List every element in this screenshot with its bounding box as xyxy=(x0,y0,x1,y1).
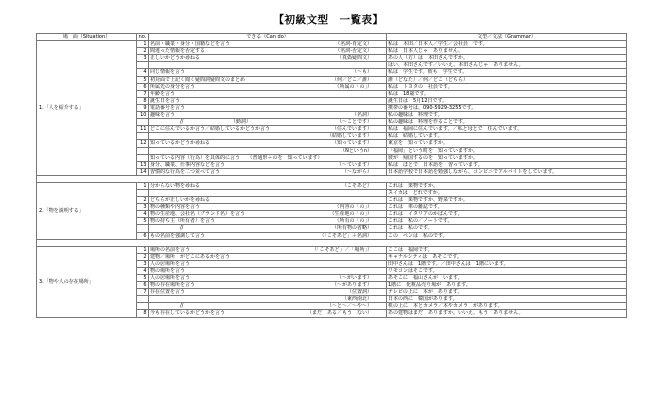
no-cell: 3 xyxy=(137,55,149,62)
no-cell: 3 xyxy=(137,260,149,267)
no-cell: 2 xyxy=(137,197,149,204)
grammar-cell: これは 車の雑誌です。 xyxy=(387,204,627,211)
grammar-cell: 東京を 知っていますか。 xyxy=(387,140,627,147)
can-do-note: （～と～／～や～） xyxy=(326,303,372,310)
grammar-cell: 机の上に 本とカメラ／本やカメラ があります。 xyxy=(387,303,627,310)
no-cell: 1 xyxy=(137,246,149,253)
table-header-row xyxy=(37,34,627,41)
can-do-text: 物の存在場所を言う xyxy=(150,282,196,289)
no-cell: 9 xyxy=(137,104,149,111)
can-do-text: 人の居場所を言う xyxy=(150,260,191,267)
no-cell: 8 xyxy=(137,97,149,104)
can-do-text: 所属先の身分を言う xyxy=(150,83,196,90)
no-cell: 6 xyxy=(137,282,149,289)
grammar-cell: 私は 福岡に住んでいます。／私と母とで 住んでいます。 xyxy=(387,126,627,133)
can-do-note: （結婚しています） xyxy=(326,133,372,140)
can-do-text: // （動詞） xyxy=(150,119,251,126)
can-do-cell xyxy=(149,296,387,303)
table-row xyxy=(37,41,627,48)
no-cell xyxy=(137,119,149,126)
can-do-cell xyxy=(149,119,387,126)
grammar-cell: 私は 本田／日本人／学生／会社員 です。 xyxy=(387,41,627,48)
grammar-cell: 誕生日は 5月12日です。 xyxy=(387,97,627,104)
grammar-cell: 私の趣味は 料理です。 xyxy=(387,112,627,119)
can-do-cell xyxy=(149,55,387,62)
can-do-note: （～ながら） xyxy=(341,168,372,175)
can-do-cell xyxy=(149,154,387,161)
can-do-note: （内容の「の」） xyxy=(334,204,372,211)
grammar-table xyxy=(36,33,627,318)
can-do-text: 建物／場所 がどこにあるかを言う xyxy=(150,253,231,260)
no-cell: 4 xyxy=(137,267,149,274)
grammar-cell: 携帯の番号は、090-5929-3255です。 xyxy=(387,104,627,111)
can-do-text: もの名前を強調して言う xyxy=(150,232,206,239)
no-cell: 5 xyxy=(137,76,149,83)
can-do-note: （生産地の「の」） xyxy=(329,211,372,218)
can-do-note: （まだ ある／もう ない） xyxy=(306,310,372,317)
can-do-note: （「こそあど」＋名詞） xyxy=(319,232,372,239)
header-grammar: 文型／文法（Grammar） xyxy=(387,34,627,41)
section-gap-row xyxy=(37,175,627,182)
can-do-note: （～がいます） xyxy=(336,275,372,281)
can-do-cell xyxy=(149,218,387,225)
can-do-note: （こそあど） xyxy=(341,182,372,189)
can-do-cell xyxy=(149,69,387,76)
can-do-text: 場所の名前を言う xyxy=(150,246,191,253)
can-do-note: （Nというn） xyxy=(340,147,372,154)
can-do-text: 身分、職業、仕事内容などを言う xyxy=(150,161,226,168)
no-cell xyxy=(137,62,149,69)
section-gap xyxy=(37,239,627,246)
can-do-cell xyxy=(149,211,387,218)
no-cell: 4 xyxy=(137,69,149,76)
can-do-text: 人の居場所を言う xyxy=(150,275,191,281)
grammar-cell: ここは 福岡です。 xyxy=(387,246,627,253)
section-gap-row xyxy=(37,239,627,246)
can-do-text: 分からない物を尋ねる xyxy=(150,182,201,189)
can-do-note: （～があります） xyxy=(331,282,372,289)
can-do-cell xyxy=(149,41,387,48)
grammar-cell: 日本の西に 韓国があります。 xyxy=(387,296,627,303)
no-cell: 10 xyxy=(137,112,149,119)
grammar-cell: テレビの上に 本が あります。 xyxy=(387,289,627,296)
can-do-text: 電話番号を言う xyxy=(150,104,186,111)
grammar-cell: 彼が 帰国するのを 知っていますか。 xyxy=(387,154,627,161)
no-cell: 5 xyxy=(137,275,149,282)
grammar-cell: 私の趣味は 料理を作ることです。 xyxy=(387,119,627,126)
can-do-cell xyxy=(149,48,387,55)
can-do-cell xyxy=(149,126,387,133)
grammar-cell: あそこに 福山さんが います。 xyxy=(387,275,627,282)
grammar-cell: キャナルシティは あそこです。 xyxy=(387,253,627,260)
grammar-cell: 1階に 化粧品売り場が あります。 xyxy=(387,282,627,289)
no-cell: 8 xyxy=(137,310,149,317)
can-do-text: 同じ情報を言う xyxy=(150,69,186,76)
can-do-cell xyxy=(149,133,387,140)
can-do-cell xyxy=(149,90,387,97)
can-do-text: 誕生日を言う xyxy=(150,97,181,104)
no-cell xyxy=(137,303,149,310)
grammar-cell: これは 私のです。 xyxy=(387,225,627,232)
can-do-note: （所有物の省略） xyxy=(331,225,372,232)
can-do-text: 物の生産地、会社名（ブランド名）を言う xyxy=(150,211,246,218)
grammar-cell: はい、本田さんです／いいえ、本田さんじゃ ありません。 xyxy=(387,62,627,69)
can-do-text: 名前・職業・身分・国籍などを言う xyxy=(150,41,231,48)
can-do-note: （東西南北） xyxy=(341,296,372,303)
no-cell: 11 xyxy=(137,126,149,133)
situation-cell: 3.「物や人の存在場所」 xyxy=(37,246,137,317)
can-do-note: （名詞） xyxy=(351,112,372,119)
grammar-cell: 「福岡」という町を 知っていますか。 xyxy=(387,147,627,154)
no-cell: 4 xyxy=(137,211,149,218)
can-do-text: 物の種類や内容を言う xyxy=(150,204,201,211)
can-do-cell xyxy=(149,147,387,154)
can-do-text: 存在位置を言う xyxy=(150,289,186,296)
header-situation: 場 面（Situation） xyxy=(37,34,137,41)
can-do-text: 知っている内容（行為）を具体的に言う （普通形＋のを 知っています） xyxy=(150,154,323,161)
can-do-cell xyxy=(149,310,387,317)
no-cell xyxy=(137,154,149,161)
can-do-text: 知っているかどうか尋ねる xyxy=(150,140,211,147)
table-body xyxy=(37,41,627,317)
can-do-cell xyxy=(149,275,387,282)
can-do-note: （所属の「の」） xyxy=(334,83,372,90)
can-do-note: （～ことです） xyxy=(336,119,372,126)
grammar-cell: 私は トヨタの 社員です。 xyxy=(387,83,627,90)
page-title: 【初級文型 一覧表】 xyxy=(273,14,384,26)
can-do-cell xyxy=(149,225,387,232)
can-do-cell xyxy=(149,189,387,196)
no-cell: 7 xyxy=(137,289,149,296)
grammar-cell: 私は 学生です。彼も 学生です。 xyxy=(387,69,627,76)
no-cell: 12 xyxy=(137,140,149,147)
no-cell xyxy=(137,296,149,303)
can-do-text: 物の持ち主（所有者）を言う xyxy=(150,218,216,225)
can-do-cell xyxy=(149,104,387,111)
can-do-text: 年齢を言う xyxy=(150,90,176,97)
can-do-cell xyxy=(149,76,387,83)
can-do-text: どこに住んでいるか言う／結婚しているかどうか言う xyxy=(150,126,271,133)
grammar-cell: これは イタリアのかばんです。 xyxy=(387,211,627,218)
table-row xyxy=(37,182,627,189)
can-do-note: （住んでいます） xyxy=(331,126,372,133)
grammar-cell: 日本語学校で日本語を勉強しながら、コンビニでアルバイトをしています。 xyxy=(387,168,627,175)
grammar-cell: 私は 18歳です。 xyxy=(387,90,627,97)
grammar-cell: 誰（どなた）／何／どこ（どちら） xyxy=(387,76,627,83)
no-cell: 2 xyxy=(137,253,149,260)
can-do-note: （～も） xyxy=(351,69,372,76)
can-do-text: 物の場所を言う xyxy=(150,267,186,274)
can-do-cell xyxy=(149,289,387,296)
can-do-note: （名詞-肯定文） xyxy=(335,41,372,48)
can-do-cell xyxy=(149,282,387,289)
section-gap xyxy=(37,175,627,182)
can-do-text: 正しいかどうか尋ねる xyxy=(150,55,201,62)
can-do-note: （所有の「の」） xyxy=(334,218,372,225)
header-can-do: できる（Can do） xyxy=(149,34,387,41)
no-cell: 6 xyxy=(137,232,149,239)
no-cell: 3 xyxy=(137,204,149,211)
can-do-cell xyxy=(149,303,387,310)
can-do-note: （知っています） xyxy=(331,140,372,147)
can-do-cell xyxy=(149,140,387,147)
grammar-cell: リモコンはそこです。 xyxy=(387,267,627,274)
can-do-cell xyxy=(149,197,387,204)
can-do-note: （「こそあど」／「場所」） xyxy=(311,246,372,253)
no-cell xyxy=(137,189,149,196)
situation-cell: 2.「物を説明する」 xyxy=(37,182,137,239)
situation-cell: 1.「人を紹介する」 xyxy=(37,41,137,176)
can-do-text: どちらが正しいかを尋ねる xyxy=(150,197,211,204)
table-row xyxy=(37,246,627,253)
no-cell: 13 xyxy=(137,161,149,168)
grammar-cell: この ペンは 私のです。 xyxy=(387,232,627,239)
can-do-cell xyxy=(149,161,387,168)
grammar-cell: これは 私の／ノートです。 xyxy=(387,218,627,225)
can-do-cell xyxy=(149,62,387,69)
no-cell: 1 xyxy=(137,41,149,48)
grammar-cell: 私は 日本人じゃ ありません。 xyxy=(387,48,627,55)
no-cell: 6 xyxy=(137,83,149,90)
can-do-cell xyxy=(149,232,387,239)
can-do-text: 習慣的な行為を二つ並べて言う xyxy=(150,168,221,175)
can-do-cell xyxy=(149,168,387,175)
can-do-cell xyxy=(149,97,387,104)
can-do-cell xyxy=(149,253,387,260)
grammar-cell: 私は 結婚しています。 xyxy=(387,133,627,140)
grammar-cell: あの建物はまだ ありますか。いいえ、もう ありません。 xyxy=(387,310,627,317)
grammar-cell: 田中さんは 1階です。／田中さんは 1階にいます。 xyxy=(387,260,627,267)
can-do-text: 趣味を言う xyxy=(150,112,176,119)
can-do-note: （何／どこ／誰） xyxy=(331,76,372,83)
can-do-text: // xyxy=(150,225,184,232)
no-cell: 2 xyxy=(137,48,149,55)
can-do-text: // xyxy=(150,303,184,310)
no-cell: 1 xyxy=(137,182,149,189)
no-cell: 5 xyxy=(137,218,149,225)
can-do-text: 間違った情報を否定する xyxy=(150,48,206,55)
can-do-note: （位置詞） xyxy=(346,289,372,296)
grammar-cell: これは 果物ですか、野菜ですか。 xyxy=(387,197,627,204)
grammar-cell: 私は ほとで 日本語を 習っています。 xyxy=(387,161,627,168)
no-cell xyxy=(137,133,149,140)
grammar-cell: スイカは どれですか。 xyxy=(387,189,627,196)
can-do-note: （～ています） xyxy=(336,161,372,168)
no-cell: 14 xyxy=(137,168,149,175)
can-do-cell xyxy=(149,112,387,119)
no-cell xyxy=(137,225,149,232)
can-do-cell xyxy=(149,83,387,90)
can-do-cell xyxy=(149,267,387,274)
can-do-cell xyxy=(149,246,387,253)
can-do-cell xyxy=(149,260,387,267)
no-cell: 7 xyxy=(137,90,149,97)
can-do-text: 初対面で上記く聞く疑問詞疑問文のまとめ xyxy=(150,76,246,83)
can-do-cell xyxy=(149,204,387,211)
can-do-text: 今も存在しているかどうかを言う xyxy=(150,310,226,317)
can-do-note: （名詞-否定文） xyxy=(335,48,372,55)
can-do-note: （真偽疑問文） xyxy=(336,55,372,62)
can-do-cell xyxy=(149,182,387,189)
grammar-cell: あの人（方）は 本田さんですか。 xyxy=(387,55,627,62)
no-cell xyxy=(137,147,149,154)
grammar-cell: これは 果物ですか。 xyxy=(387,182,627,189)
header-no: no. xyxy=(137,34,149,41)
